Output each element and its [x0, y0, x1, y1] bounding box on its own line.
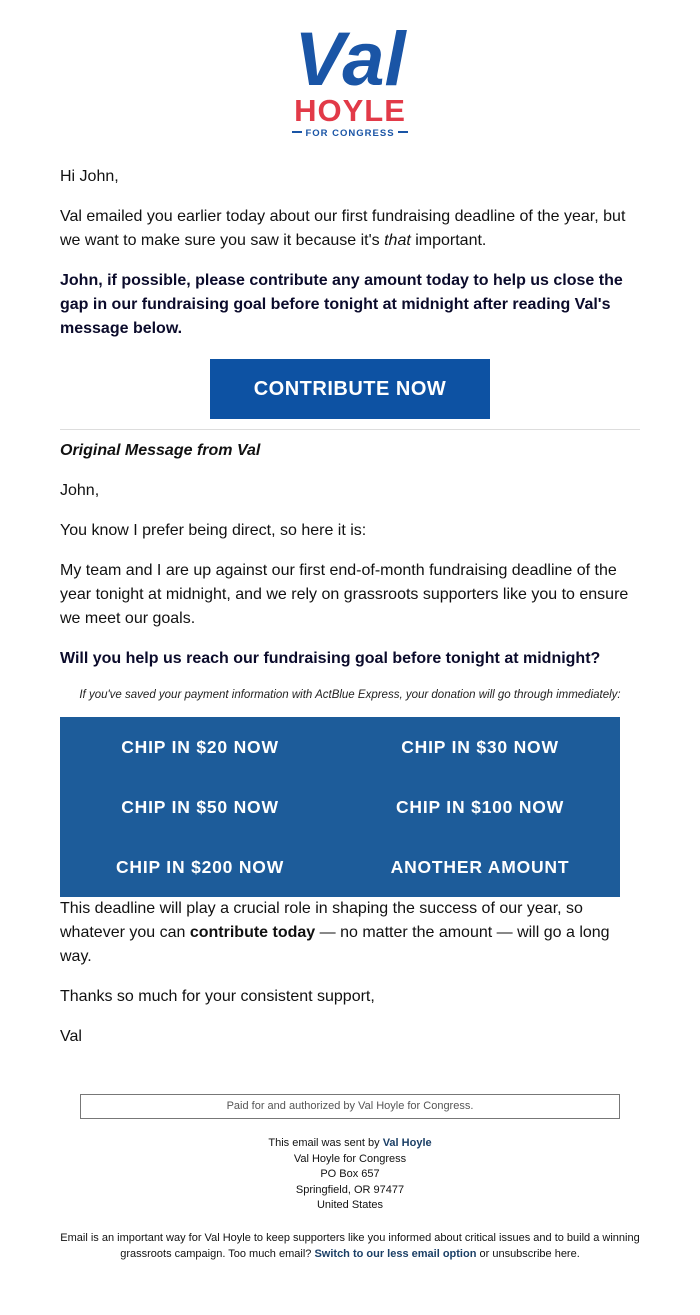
footer: [0, 1094, 700, 1262]
chip-in-200-button[interactable]: CHIP IN $200 NOW: [115, 856, 285, 877]
sent-by-line: [0, 1136, 700, 1152]
preferences-period: .: [576, 1247, 580, 1260]
chip-in-30-button[interactable]: CHIP IN $30 NOW: [401, 736, 559, 757]
email-body: [60, 165, 640, 1049]
email-preferences-note: [55, 1230, 645, 1262]
logo-tagline: FOR CONGRESS: [305, 128, 395, 139]
original-message-heading: Original Message from Val: [60, 442, 261, 459]
logo-first-name: Val: [294, 17, 406, 102]
deadline-paragraph: [60, 897, 640, 969]
chip-in-20-button[interactable]: CHIP IN $20 NOW: [121, 736, 279, 757]
intro-paragraph: [60, 205, 640, 253]
sender-link[interactable]: Val Hoyle: [382, 1137, 432, 1149]
paragraph-direct: You know I prefer being direct, so here it is:: [60, 522, 367, 539]
intro-emphasis: that: [384, 232, 411, 249]
another-amount-button[interactable]: ANOTHER AMOUNT: [390, 856, 570, 877]
less-email-link[interactable]: Switch to our less email option: [314, 1247, 477, 1260]
actblue-express-note: If you've saved your payment information with ActBlue Express, your donation will go through immediately:: [79, 689, 621, 701]
po-box: PO Box 657: [320, 1168, 380, 1180]
logo-last-name: HOYLE: [294, 93, 406, 128]
deadline-text-end: — no matter the amount — will go a long way.: [60, 924, 610, 965]
cta-wrapper: [60, 359, 640, 419]
contribution-ask: John, if possible, please contribute any amount today to help us close the gap in our fundraising goal before tonight at midnight after reading Val's message below.: [60, 272, 623, 337]
sent-by-prefix: This email was sent by: [268, 1137, 383, 1149]
donation-button-grid: [60, 717, 620, 897]
paragraph-deadline: My team and I are up against our first end-of-month fundraising deadline of the year tonight at midnight, and we rely on grassroots supporters like you to ensure we meet our goals.: [60, 562, 629, 627]
contribute-now-button[interactable]: CONTRIBUTE NOW: [210, 359, 490, 419]
preferences-or: or: [476, 1247, 493, 1260]
preferences-text: Email is an important way for Val Hoyle to keep supporters like you informed about critical issues and to build a winning grassroots campaign. Too much email?: [60, 1231, 640, 1260]
org-name: Val Hoyle for Congress: [293, 1152, 407, 1165]
contribute-today-link[interactable]: contribute today: [189, 924, 316, 941]
thanks-line: Thanks so much for your consistent support,: [60, 988, 375, 1005]
paid-for-disclaimer: Paid for and authorized by Val Hoyle for Congress.: [80, 1094, 620, 1119]
country: United States: [316, 1199, 384, 1211]
intro-text: Val emailed you earlier today about our first fundraising deadline of the year, but we want to make sure you saw it because it's: [60, 208, 626, 249]
sender-address: [0, 1136, 700, 1214]
city-state-zip: Springfield, OR 97477: [295, 1183, 405, 1196]
fundraising-question: Will you help us reach our fundraising goal before tonight at midnight?: [60, 650, 601, 667]
divider: [60, 429, 640, 430]
greeting: Hi John,: [60, 168, 119, 185]
deadline-text: This deadline will play a crucial role in shaping the success of our year, so whatever you can: [60, 900, 583, 941]
val-hoyle-logo: [0, 0, 700, 150]
salutation: John,: [60, 482, 100, 499]
unsubscribe-link[interactable]: unsubscribe here: [492, 1247, 577, 1260]
intro-text-end: important.: [410, 232, 487, 249]
signature: Val: [60, 1028, 82, 1045]
chip-in-50-button[interactable]: CHIP IN $50 NOW: [121, 796, 279, 817]
logo-graphic: [270, 0, 430, 140]
chip-in-100-button[interactable]: CHIP IN $100 NOW: [395, 796, 565, 817]
